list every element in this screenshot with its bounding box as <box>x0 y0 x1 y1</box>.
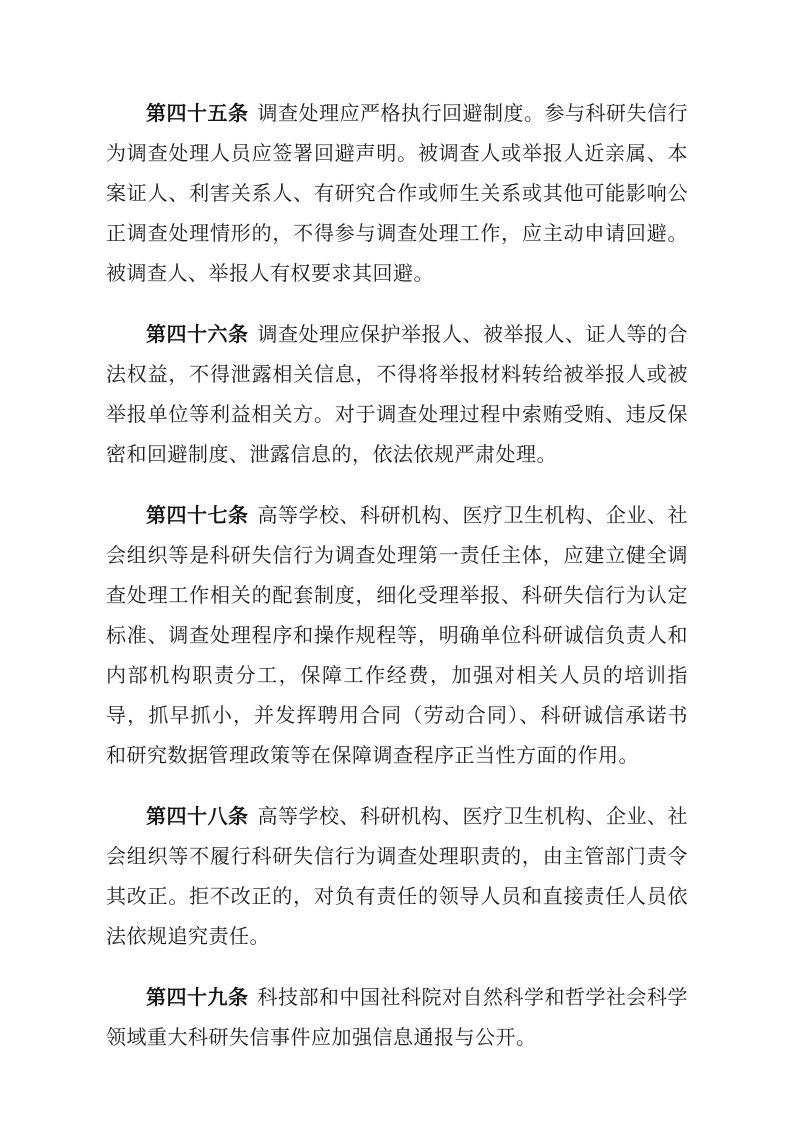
article-text: 科技部和中国社科院对自然科学和哲学社会科学领域重大科研失信事件应加强信息通报与公开。 <box>106 987 688 1049</box>
article-text: 高等学校、科研机构、医疗卫生机构、企业、社会组织等不履行科研失信行为调查处理职责的，由主管部门责令其改正。拒不改正的，对负有责任的领导人员和直接责任人员依法依规追究责任。 <box>106 806 688 948</box>
article-text: 调查处理应保护举报人、被举报人、证人等的合法权益，不得泄露相关信息，不得将举报材料转给被举报人或被举报单位等利益相关方。对于调查处理过程中索贿受贿、违反保密和回避制度、泄露信息的，依法依规严肃处理。 <box>106 324 688 466</box>
article-number: 第四十六条 <box>146 324 249 346</box>
article-paragraph-49 <box>106 978 688 1058</box>
article-paragraph-47 <box>106 496 688 776</box>
article-text: 调查处理应严格执行回避制度。参与科研失信行为调查处理人员应签署回避声明。被调查人或举报人近亲属、本案证人、利害关系人、有研究合作或师生关系或其他可能影响公正调查处理情形的，不得参与调查处理工作，应主动申请回避。被调查人、举报人有权要求其回避。 <box>106 103 688 285</box>
article-number: 第四十五条 <box>146 103 249 125</box>
document-body <box>106 94 688 1058</box>
article-text: 高等学校、科研机构、医疗卫生机构、企业、社会组织等是科研失信行为调查处理第一责任主体，应建立健全调查处理工作相关的配套制度，细化受理举报、科研失信行为认定标准、调查处理程序和操作规程等，明确单位科研诚信负责人和内部机构职责分工，保障工作经费，加强对相关人员的培训指导，抓早抓小，并发挥聘用合同（劳动合同）、科研诚信承诺书和研究数据管理政策等在保障调查程序正当性方面的作用。 <box>106 505 688 767</box>
article-number: 第四十七条 <box>146 505 249 527</box>
article-number: 第四十八条 <box>146 806 249 828</box>
article-paragraph-45 <box>106 94 688 294</box>
article-paragraph-48 <box>106 797 688 957</box>
article-number: 第四十九条 <box>146 987 249 1009</box>
article-paragraph-46 <box>106 315 688 475</box>
